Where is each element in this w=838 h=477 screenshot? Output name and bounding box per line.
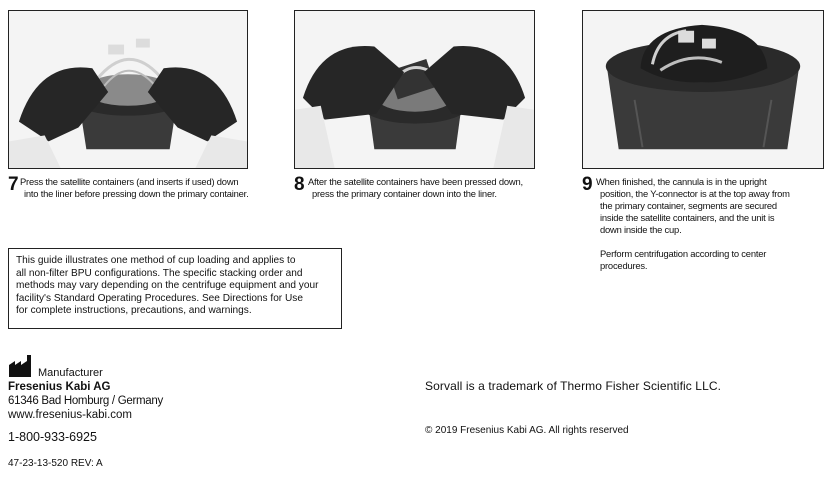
trademark-notice: Sorvall is a trademark of Thermo Fisher Scientific LLC. bbox=[425, 379, 722, 393]
usage-guide-box bbox=[8, 248, 342, 329]
step-7-photo bbox=[8, 10, 248, 169]
manufacturer-factory-icon bbox=[9, 355, 35, 377]
step-instructions bbox=[308, 176, 523, 200]
step-9 bbox=[582, 175, 824, 280]
step-line: the primary container, segments are secured bbox=[600, 200, 777, 211]
step-line: press the primary container down into the liner. bbox=[312, 188, 497, 199]
manufacturer-website: www.fresenius-kabi.com bbox=[8, 409, 132, 421]
manufacturer-address: 61346 Bad Homburg / Germany bbox=[8, 395, 163, 407]
step-instructions bbox=[20, 176, 248, 200]
step-line: Perform centrifugation according to center bbox=[600, 248, 767, 259]
step-number: 9 bbox=[582, 174, 593, 195]
step-8-photo bbox=[294, 10, 535, 169]
step-line: procedures. bbox=[600, 260, 648, 271]
step-9-photo bbox=[582, 10, 824, 169]
step-instructions bbox=[596, 176, 790, 272]
step-7 bbox=[8, 175, 248, 205]
manufacturer-name: Fresenius Kabi AG bbox=[8, 381, 111, 393]
step-line bbox=[596, 236, 790, 248]
guide-line: for complete instructions, precautions, and warnings. bbox=[16, 305, 252, 317]
guide-line: facility's Standard Operating Procedures. See Directions for Use bbox=[16, 292, 303, 304]
step-line: inside the satellite containers, and the unit is bbox=[600, 212, 775, 223]
step-line: into the liner before pressing down the primary container. bbox=[24, 188, 249, 199]
guide-line: all non-filter BPU configurations. The specific stacking order and bbox=[16, 267, 303, 279]
step-number: 7 bbox=[8, 174, 19, 195]
manufacturer-label: Manufacturer bbox=[38, 367, 103, 379]
step-8 bbox=[294, 175, 535, 205]
document-code: 47-23-13-520 REV: A bbox=[8, 458, 103, 469]
step-line: down inside the cup. bbox=[600, 224, 682, 235]
guide-line: This guide illustrates one method of cup loading and applies to bbox=[16, 255, 296, 266]
step-line: Press the satellite containers (and inserts if used) down bbox=[20, 176, 239, 187]
step-line: When finished, the cannula is in the upright bbox=[596, 176, 767, 187]
step-line: After the satellite containers have been pressed down, bbox=[308, 176, 523, 187]
manufacturer-phone: 1-800-933-6925 bbox=[8, 430, 97, 444]
step-line: position, the Y-connector is at the top away from bbox=[600, 188, 790, 199]
guide-line: methods may vary depending on the centrifuge equipment and your bbox=[16, 280, 319, 292]
copyright-notice: © 2019 Fresenius Kabi AG. All rights reserved bbox=[425, 425, 629, 436]
step-number: 8 bbox=[294, 174, 305, 195]
